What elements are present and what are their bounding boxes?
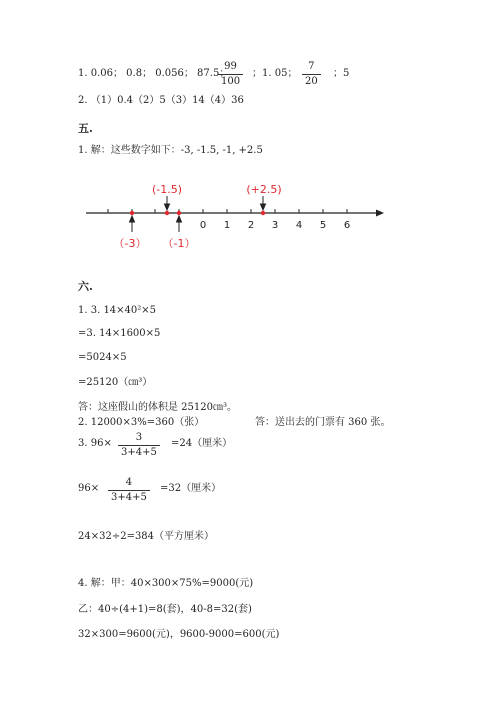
calc-difference: 32×300=9600(元)，9600-9000=600(元) xyxy=(78,629,280,640)
tick-label-1: 1 xyxy=(223,220,231,231)
calc-line-2: =3. 14×1600×5 xyxy=(78,328,161,339)
fraction-denominator: 3+4+5 xyxy=(118,445,160,458)
up-arrow-icon xyxy=(130,216,135,232)
label-minus-1: （-1） xyxy=(162,237,196,250)
answer-line-2: 2. （1）0.4（2）5（3）14（4）36 xyxy=(78,95,244,106)
calc-jia: 4. 解：甲：40×300×75%=9000(元) xyxy=(78,578,254,589)
fraction-denominator: 3+4+5 xyxy=(108,490,150,503)
section-6-title: 六. xyxy=(78,280,93,293)
calc-line-1: 1. 3. 14×40²×5 xyxy=(78,305,157,316)
answer-line-1a: 1. 0.06； 0.8； 0.056； 87.5； xyxy=(78,68,230,79)
number-line-diagram xyxy=(0,0,500,260)
calc-area: 24×32÷2=384（平方厘米） xyxy=(78,531,215,542)
tick-label-0: 0 xyxy=(199,220,207,231)
tick-label-2: 2 xyxy=(247,220,255,231)
tick-label-3: 3 xyxy=(271,220,279,231)
marker-plus-2-5 xyxy=(261,211,265,215)
answer-tickets: 答：送出去的门票有 360 张。 xyxy=(255,417,391,428)
fraction-numerator: 4 xyxy=(125,477,133,488)
calc-line-3: =5024×5 xyxy=(78,352,127,363)
down-arrow-icon xyxy=(261,196,266,210)
label-plus-2-5: (+2.5) xyxy=(246,183,282,196)
up-arrow-icon xyxy=(177,216,182,232)
calc-yi: 乙：40÷(4+1)=8(套)，40-8=32(套) xyxy=(78,604,252,615)
number-line-arrowhead xyxy=(376,210,384,217)
answer-line-1c: ；5 xyxy=(333,68,350,79)
answer-volume: 答：这座假山的体积是 25120㎝³。 xyxy=(78,402,237,413)
fraction-4-over-sum xyxy=(108,478,150,503)
tick-label-4: 4 xyxy=(295,220,303,231)
down-arrow-icon xyxy=(165,196,170,210)
section-5-answer: 1. 解：这些数字如下：-3, -1.5, -1, +2.5 xyxy=(78,145,263,156)
fraction-numerator: 3 xyxy=(135,432,143,443)
marker-minus-1-5 xyxy=(165,211,169,215)
fraction-numerator: 99 xyxy=(224,61,237,72)
calc-line-7-prefix: 3. 96× xyxy=(78,438,112,449)
marker-minus-3 xyxy=(130,211,134,215)
tick-label-6: 6 xyxy=(343,220,351,231)
fraction-denominator: 20 xyxy=(302,74,321,87)
calc-line-4: =25120（㎝³） xyxy=(78,377,153,388)
fraction-denominator: 100 xyxy=(218,74,243,87)
section-5-title: 五. xyxy=(78,122,93,135)
tick-label-5: 5 xyxy=(319,220,327,231)
marker-minus-1 xyxy=(177,211,181,215)
calc-line-8-prefix: 96× xyxy=(78,483,100,494)
fraction-3-over-sum xyxy=(118,433,160,458)
fraction-numerator: 7 xyxy=(308,61,315,72)
calc-line-7-result: =24（厘米） xyxy=(171,438,233,449)
label-minus-3: （-3） xyxy=(113,237,147,250)
calc-line-8-result: =32（厘米） xyxy=(160,483,222,494)
answer-line-1b: ；1. 05； xyxy=(252,68,298,79)
label-minus-1-5: (-1.5) xyxy=(151,183,183,196)
calc-tickets: 2. 12000×3%=360（张） xyxy=(78,417,205,428)
